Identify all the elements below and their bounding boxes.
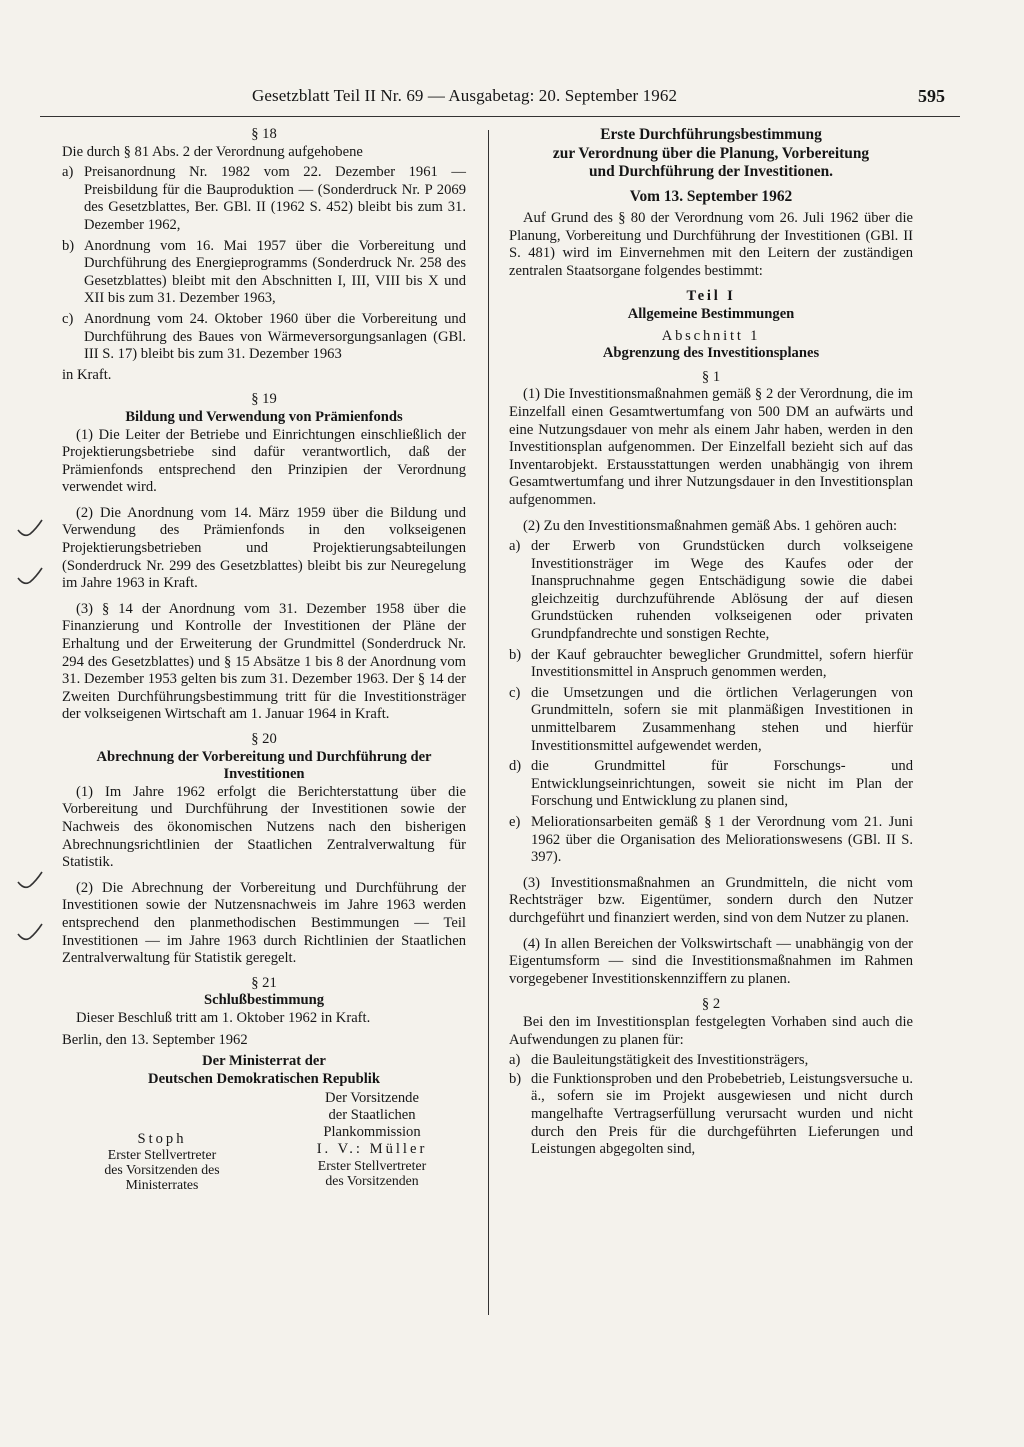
section-20-para-2: (2) Die Abrechnung der Vorbereitung und Durchführung der Investitionen sowie der Nutzensnachweis im Jahre 1963 werden entsprechend den planmethodischen Bestimmungen — Teil Investitionen — im Jahre 1963 durch Richtlinien der Staatlichen Zentralverwaltung für Statistik geregelt.	[62, 879, 466, 967]
doc-date: Vom 13. September 1962	[629, 187, 793, 205]
signatory-title-right-2: der Staatlichen	[328, 1107, 416, 1124]
doc-intro: Auf Grund des § 80 der Verordnung vom 26. Juli 1962 über die Planung, Vorbereitung und Durchführung der Investitionen (GBl. II S. 481) wird im Einvernehmen mit den Leitern der zuständigen zentralen Staatsorgane folgendes bestimmt:	[509, 210, 913, 279]
section-heading: Abschnitt 1	[661, 327, 761, 344]
list-item: b) die Funktionsproben und den Probebetrieb, Leistungsversuche u. ä., sofern sie im Projekt ausgewiesen und nicht durch mangelhafte Vertragserfüllung verursacht wurden und nicht durch den Preis für die durchgeführten Lieferungen und Leistungen abgegolten sind,	[509, 1070, 913, 1158]
section-19-title: Bildung und Verwendung von Prämienfonds	[125, 408, 403, 425]
signatory-name-right: I. V.: Müller	[316, 1141, 428, 1158]
header-rule	[40, 116, 960, 117]
section-19-number: § 19	[251, 391, 277, 408]
margin-check-mark-4	[16, 922, 44, 944]
signature-left	[62, 1132, 262, 1192]
paragraph-1-sub-3: (3) Investitionsmaßnahmen an Grundmitteln, die nicht vom Rechtsträger bzw. Eigentümer, sondern durch den Nutzer durchgeführt und finanziert werden, sind von dem Nutzer zu planen.	[509, 874, 913, 926]
signatory-name-left: Stoph	[137, 1131, 187, 1148]
column-divider	[488, 130, 489, 1315]
paragraph-2-number: § 2	[701, 996, 721, 1013]
signature-right	[272, 1090, 472, 1188]
section-20-para-1: (1) Im Jahre 1962 erfolgt die Berichterstattung über die Vorbereitung und Durchführung der Investitionen sowie der Nachweis des ökonomischen Nutzens nach den bisherigen Abrechnungsrichtlinien der Staatlichen Zentralverwaltung für Statistik.	[62, 783, 466, 871]
paragraph-1-sub-2: (2) Zu den Investitionsmaßnahmen gemäß Abs. 1 gehören auch:	[523, 517, 898, 534]
section-20-number: § 20	[251, 731, 277, 747]
signature-area	[62, 1090, 466, 1240]
council-line-2: Deutschen Demokratischen Republik	[148, 1070, 380, 1087]
margin-check-mark-2	[16, 566, 44, 588]
section-21-number: § 21	[251, 974, 277, 991]
header-title: Gesetzblatt Teil II Nr. 69 — Ausgabetag: 20. September 1962	[252, 86, 678, 105]
margin-check-mark-1	[16, 518, 44, 540]
margin-check-mark-3	[16, 870, 44, 892]
list-item: b) Anordnung vom 16. Mai 1957 über die Vorbereitung und Durchführung des Energieprogramms (Sonderdruck Nr. 258 des Gesetzblattes) bleibt mit den Abschnitten I, III, VIII bis X und XII bis zum 31. Dezember 1963,	[62, 237, 466, 307]
page-header	[40, 86, 960, 108]
signatory-role-left-3: Ministerrates	[125, 1177, 199, 1193]
council-line-1: Der Ministerrat der	[202, 1053, 326, 1070]
paragraph-2-intro: Bei den im Investitionsplan festgelegten Vorhaben sind auch die Aufwendungen zu planen für:	[509, 1013, 913, 1048]
list-item: e) Meliorationsarbeiten gemäß § 1 der Verordnung vom 21. Juni 1962 über die Organisation des Meliorationswesens (GBl. II S. 397).	[509, 814, 913, 866]
paragraph-1-sub-4: (4) In allen Bereichen der Volkswirtschaft — unabhängig von der Eigentumsform — sind die Investitionsmaßnahmen im Rahmen vorgegebener Investitionskennziffern zu planen.	[509, 935, 913, 987]
section-title: Abgrenzung des Investitionsplanes	[602, 345, 820, 362]
section-20-title: Abrechnung der Vorbereitung und Durchführung der Investitionen	[96, 748, 432, 783]
signatory-role-left-1: Erster Stellvertreter	[107, 1147, 217, 1163]
list-item: d) die Grundmittel für Forschungs- und Entwicklungseinrichtungen, soweit sie nicht im Plan der Forschung und Entwicklung zu planen sind,	[509, 758, 913, 810]
list-item: a) Preisanordnung Nr. 1982 vom 22. Dezember 1961 — Preisbildung für die Bauproduktion — (Sonderdruck Nr. P 2069 des Gesetzblattes, Ber. GBl. II (1962 S. 452) bleibt bis zum 31. Dezember 1962,	[62, 164, 466, 233]
section-18-intro: Die durch § 81 Abs. 2 der Verordnung aufgehobene	[62, 143, 363, 160]
doc-title-line-3: und Durchführung der Investitionen.	[588, 163, 834, 180]
section-18-number: § 18	[251, 126, 277, 142]
section-21-title: Schlußbestimmung	[203, 992, 325, 1009]
paragraph-1-list	[509, 538, 913, 867]
place-date: Berlin, den 13. September 1962	[62, 1031, 248, 1048]
section-19-para-2: (2) Die Anordnung vom 14. März 1959 über die Bildung und Verwendung des Prämienfonds in den volkseigenen Projektierungsbetrieben und Projektierungsabteilungen (Sonderdruck Nr. 299 des Gesetzblattes) bleibt bis zur Neuregelung im Jahre 1963 in Kraft.	[62, 504, 466, 592]
paragraph-1-number: § 1	[701, 368, 721, 385]
page-number: 595	[918, 86, 945, 106]
signatory-role-right-2: des Vorsitzenden	[325, 1173, 419, 1189]
section-21-text: Dieser Beschluß tritt am 1. Oktober 1962 in Kraft.	[76, 1009, 371, 1026]
section-18-closing: in Kraft.	[62, 366, 112, 383]
signatory-role-left-2: des Vorsitzenden des	[104, 1162, 220, 1178]
section-19-para-3: (3) § 14 der Anordnung vom 31. Dezember 1958 über die Finanzierung und Kontrolle der Investitionen der Pläne der Erhaltung und der Erweiterung der Grundmittel (Sonderdruck Nr. 294 des Gesetzblattes) und § 15 Absätze 1 bis 8 der Anordnung vom 31. Dezember 1953 gelten bis zum 31. Dezember 1963. Der § 14 der Zweiten Durchführungsbestimmung tritt für die Investitionsträger der volkseigenen Wirtschaft am 1. Januar 1964 in Kraft.	[62, 600, 466, 723]
list-item: c) Anordnung vom 24. Oktober 1960 über die Vorbereitung und Durchführung des Baues von Wärmeversorgungsanlagen (GBl. III S. 17) bleibt bis zum 31. Dezember 1963	[62, 310, 466, 363]
paragraph-2-list	[509, 1052, 913, 1159]
signatory-title-right-1: Der Vorsitzende	[325, 1090, 419, 1107]
section-18-list	[62, 164, 466, 364]
left-column	[62, 126, 466, 1240]
list-item: a) die Bauleitungstätigkeit des Investitionsträgers,	[509, 1052, 809, 1069]
part-heading: Teil I	[686, 288, 736, 305]
doc-title-line-1: Erste Durchführungsbestimmung	[600, 126, 822, 143]
section-19-para-1: (1) Die Leiter der Betriebe und Einrichtungen einschließlich der Projektierungsbetriebe sind dafür verantwortlich, daß der Prämienfonds entsprechend den Prinzipien der Verordnung verwendet wird.	[62, 426, 466, 496]
signatory-title-right-3: Plankommission	[323, 1124, 421, 1141]
list-item: a) der Erwerb von Grundstücken durch volkseigene Investitionsträger im Wege des Kaufes oder der Inanspruchnahme gegen Entschädigung sowie die dabei gleichzeitig durchzuführende Ablösung der auf diesen Grundstücken ruhenden volkseigenen oder privaten Grundpfandrechte und sonstigen Rechte,	[509, 538, 913, 643]
doc-title-line-2: zur Verordnung über die Planung, Vorbereitung	[552, 144, 870, 162]
signatory-role-right-1: Erster Stellvertreter	[317, 1158, 427, 1174]
paragraph-1-sub-1: (1) Die Investitionsmaßnahmen gemäß § 2 der Verordnung, die im Einzelfall einen Gesamtwertumfang von 500 DM an aufwärts und eine Nutzungsdauer von mehr als einem Jahr haben, werden in den Investitionsplan aufgenommen. Der Einzelfall bezieht sich auf das Inventarobjekt. Erstausstattungen werden unabhängig von ihrem Gesamtwertumfang und ihrer Nutzungsdauer in den Investitionsplan aufgenommen.	[509, 386, 913, 508]
list-item: c) die Umsetzungen und die örtlichen Verlagerungen von Grundmitteln, sofern sie mit planmäßigen Investitionen in unmittelbarem Zusammenhang stehen und hierfür Investitionsmittel aufgewendet werden,	[509, 684, 913, 754]
list-item: b) der Kauf gebrauchter beweglicher Grundmittel, sofern hierfür Investitionsmittel in Anspruch genommen werden,	[509, 646, 913, 681]
part-title: Allgemeine Bestimmungen	[627, 305, 795, 322]
right-column	[509, 126, 913, 1160]
